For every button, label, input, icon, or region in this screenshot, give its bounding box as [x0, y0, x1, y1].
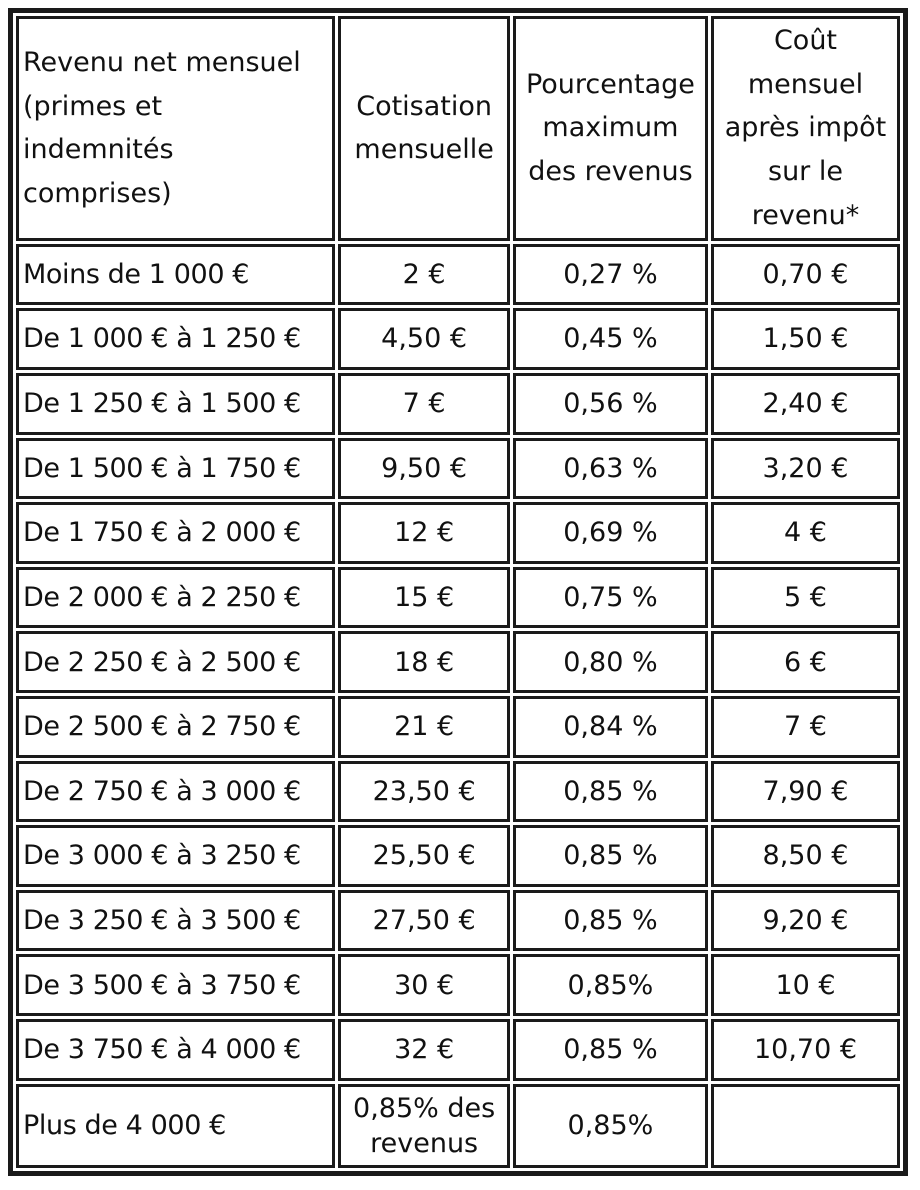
cell-revenu: De 3 250 € à 3 500 €: [16, 890, 335, 952]
cell-cout: 9,20 €: [711, 890, 900, 952]
header-cotisation: Cotisation mensuelle: [338, 16, 510, 241]
cell-cout: 6 €: [711, 631, 900, 693]
table-row: [16, 761, 900, 823]
table-row: [16, 244, 900, 306]
cell-cout: 3,20 €: [711, 438, 900, 500]
cell-cout: 0,70 €: [711, 244, 900, 306]
cell-revenu: De 2 750 € à 3 000 €: [16, 761, 335, 823]
cell-pourcentage: 0,85 %: [513, 1019, 708, 1081]
cell-pourcentage: 0,84 %: [513, 696, 708, 758]
cell-cout: 1,50 €: [711, 308, 900, 370]
cell-cotisation: 18 €: [338, 631, 510, 693]
header-revenu: Revenu net mensuel (primes et indemnités comprises): [16, 16, 335, 241]
table-row: [16, 373, 900, 435]
cell-cout: 5 €: [711, 567, 900, 629]
cell-cout: 2,40 €: [711, 373, 900, 435]
table-frame: [8, 8, 908, 1176]
cell-pourcentage: 0,85 %: [513, 825, 708, 887]
cell-pourcentage: 0,27 %: [513, 244, 708, 306]
cell-pourcentage: 0,85%: [513, 954, 708, 1016]
table-row-last: [16, 1084, 900, 1168]
cell-cotisation: 15 €: [338, 567, 510, 629]
cell-pourcentage: 0,69 %: [513, 502, 708, 564]
table-row: [16, 567, 900, 629]
cell-cout-empty: [711, 1084, 900, 1168]
table-row: [16, 954, 900, 1016]
cell-cout: 7,90 €: [711, 761, 900, 823]
cell-cotisation: 21 €: [338, 696, 510, 758]
cell-pourcentage: 0,85%: [513, 1084, 708, 1168]
table-row: [16, 308, 900, 370]
cell-revenu: De 2 000 € à 2 250 €: [16, 567, 335, 629]
table-row: [16, 696, 900, 758]
cell-pourcentage: 0,85 %: [513, 890, 708, 952]
cell-cout: 8,50 €: [711, 825, 900, 887]
cell-cout: 10,70 €: [711, 1019, 900, 1081]
cell-pourcentage: 0,85 %: [513, 761, 708, 823]
cell-cotisation: 7 €: [338, 373, 510, 435]
table-row: [16, 1019, 900, 1081]
cell-cotisation: 30 €: [338, 954, 510, 1016]
cell-cotisation: 4,50 €: [338, 308, 510, 370]
cell-pourcentage: 0,75 %: [513, 567, 708, 629]
cell-cout: 10 €: [711, 954, 900, 1016]
cell-cout: 4 €: [711, 502, 900, 564]
cell-cotisation: 0,85% des revenus: [338, 1084, 510, 1168]
cell-cotisation: 27,50 €: [338, 890, 510, 952]
header-row: [16, 16, 900, 241]
cell-revenu: De 1 250 € à 1 500 €: [16, 373, 335, 435]
table-row: [16, 825, 900, 887]
cell-revenu: De 3 750 € à 4 000 €: [16, 1019, 335, 1081]
cell-pourcentage: 0,45 %: [513, 308, 708, 370]
cell-revenu: De 1 000 € à 1 250 €: [16, 308, 335, 370]
cell-pourcentage: 0,63 %: [513, 438, 708, 500]
cell-cotisation: 2 €: [338, 244, 510, 306]
header-pourcentage: Pourcentage maximum des revenus: [513, 16, 708, 241]
cell-revenu: Moins de 1 000 €: [16, 244, 335, 306]
cell-revenu: Plus de 4 000 €: [16, 1084, 335, 1168]
cell-revenu: De 3 500 € à 3 750 €: [16, 954, 335, 1016]
cell-revenu: De 1 750 € à 2 000 €: [16, 502, 335, 564]
cell-revenu: De 1 500 € à 1 750 €: [16, 438, 335, 500]
cell-cotisation: 25,50 €: [338, 825, 510, 887]
cell-cotisation: 9,50 €: [338, 438, 510, 500]
cell-cout: 7 €: [711, 696, 900, 758]
cell-cotisation: 12 €: [338, 502, 510, 564]
cotisations-table: [11, 11, 905, 1173]
cell-cotisation: 23,50 €: [338, 761, 510, 823]
table-row: [16, 890, 900, 952]
table-row: [16, 438, 900, 500]
cell-cotisation: 32 €: [338, 1019, 510, 1081]
header-cout: Coût mensuel après impôt sur le revenu*: [711, 16, 900, 241]
cell-revenu: De 3 000 € à 3 250 €: [16, 825, 335, 887]
cell-revenu: De 2 250 € à 2 500 €: [16, 631, 335, 693]
table-row: [16, 502, 900, 564]
cell-revenu: De 2 500 € à 2 750 €: [16, 696, 335, 758]
cell-pourcentage: 0,80 %: [513, 631, 708, 693]
cell-pourcentage: 0,56 %: [513, 373, 708, 435]
table-row: [16, 631, 900, 693]
